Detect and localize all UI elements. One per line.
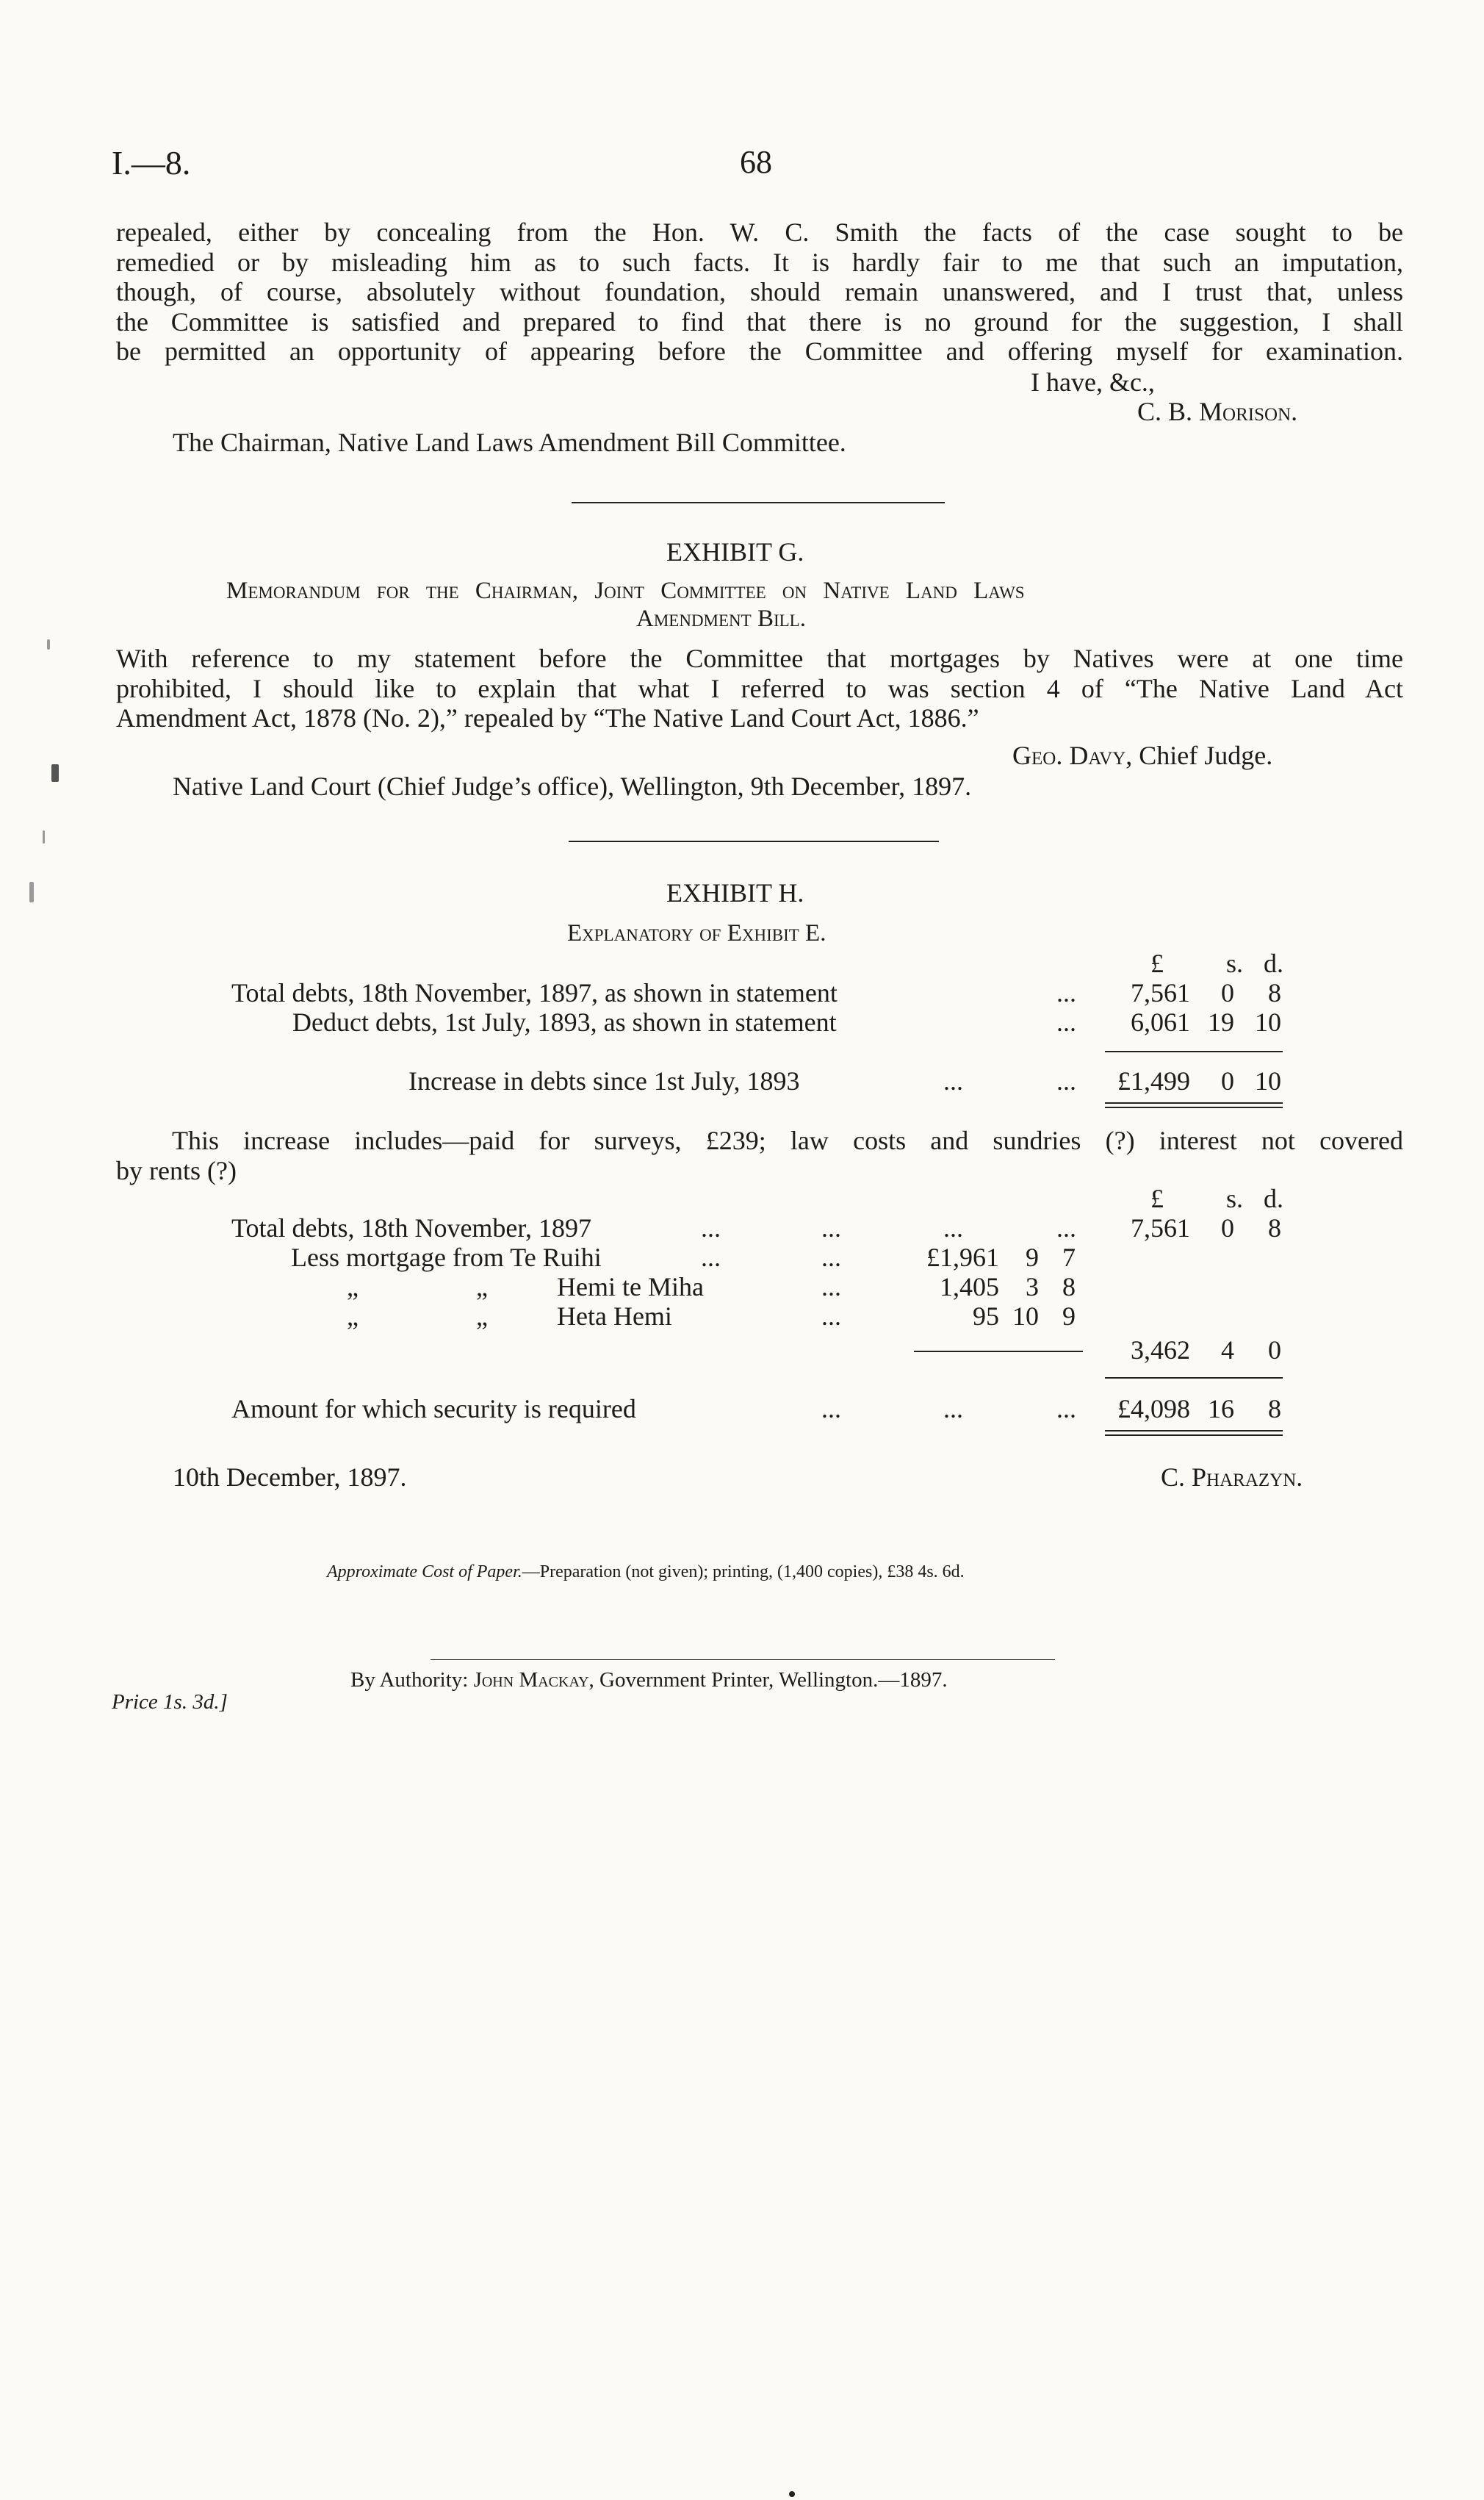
table-row-label: Less mortgage from Te Ruihi bbox=[291, 1243, 602, 1272]
letter-signature: C. B. Morison. bbox=[1137, 397, 1298, 426]
cell-pence: 10 bbox=[1255, 1066, 1281, 1096]
cell-shillings: 9 bbox=[1026, 1243, 1039, 1272]
cell-shillings: 19 bbox=[1208, 1007, 1234, 1037]
exhibit-g-place-date: Native Land Court (Chief Judge’s office), Wellington, 9th December, 1897. bbox=[173, 772, 972, 801]
table-total-label: Amount for which security is required bbox=[231, 1394, 636, 1423]
leader-dots: ... bbox=[821, 1394, 841, 1423]
letter-line: repealed, either by concealing from the Hon. W. C. Smith the facts of the case sought to be bbox=[116, 218, 1403, 247]
letter-closing: I have, &c., bbox=[1031, 367, 1155, 397]
leader-dots: ... bbox=[1056, 1007, 1076, 1037]
cell-pounds: 7,561 bbox=[1131, 978, 1190, 1007]
exhibit-h-date: 10th December, 1897. bbox=[173, 1462, 407, 1492]
sum-rule bbox=[1105, 1377, 1283, 1379]
scan-mark bbox=[51, 764, 59, 782]
leader-dots: ... bbox=[943, 1394, 963, 1423]
letter-body bbox=[116, 218, 1403, 367]
scan-mark bbox=[29, 882, 34, 902]
ditto-mark: „ bbox=[476, 1272, 488, 1301]
exhibit-h-title: EXHIBIT H. bbox=[666, 878, 804, 908]
cell-pounds: £1,499 bbox=[1117, 1066, 1190, 1096]
total-rule bbox=[1105, 1430, 1283, 1432]
col-header-pounds: £ bbox=[1150, 1184, 1164, 1213]
cell-pence: 9 bbox=[1062, 1301, 1076, 1331]
table-row-label: Hemi te Miha bbox=[557, 1272, 704, 1301]
total-rule bbox=[1105, 1434, 1283, 1436]
col-header-pence: d. bbox=[1264, 1184, 1283, 1213]
table-row-label: Total debts, 18th November, 1897 bbox=[231, 1213, 591, 1243]
leader-dots: ... bbox=[821, 1213, 841, 1243]
letter-line: the Committee is satisfied and prepared to find that there is no ground for the suggestion, I shall bbox=[116, 306, 1403, 337]
cell-pence: 8 bbox=[1268, 978, 1281, 1007]
cell-pounds: £4,098 bbox=[1117, 1394, 1190, 1423]
cell-pence: 8 bbox=[1268, 1213, 1281, 1243]
ditto-mark: „ bbox=[476, 1301, 488, 1331]
note-line: This increase includes—paid for surveys, £239; law costs and sundries (?) interest not covered bbox=[172, 1126, 1403, 1155]
exhibit-h-note bbox=[116, 1126, 1403, 1185]
total-rule bbox=[1105, 1107, 1283, 1108]
exhibit-h-signature: C. Pharazyn. bbox=[1161, 1462, 1303, 1492]
cell-shillings: 16 bbox=[1208, 1394, 1234, 1423]
exhibit-g-subtitle-cont: Amendment Bill. bbox=[636, 606, 806, 632]
page-reference: I.—8. bbox=[112, 144, 191, 182]
authority-suffix: , Government Printer, Wellington.—1897. bbox=[588, 1668, 948, 1692]
leader-dots: ... bbox=[1056, 1066, 1076, 1096]
exhibit-g-body bbox=[116, 644, 1403, 733]
letter-line: remedied or by misleading him as to such facts. It is hardly fair to me that such an imputation, bbox=[116, 247, 1403, 277]
leader-dots: ... bbox=[1056, 1394, 1076, 1423]
cell-pence: 10 bbox=[1255, 1007, 1281, 1037]
cell-pounds: 1,405 bbox=[940, 1272, 999, 1301]
authority-prefix: By Authority: bbox=[350, 1668, 469, 1692]
footer-rule bbox=[431, 1659, 1055, 1660]
cost-label: Approximate Cost of Paper. bbox=[327, 1562, 522, 1581]
letter-line: though, of course, absolutely without foundation, should remain unanswered, and I trust that, unless bbox=[116, 277, 1403, 306]
exhibit-g-title: EXHIBIT G. bbox=[666, 537, 804, 567]
col-header-pounds: £ bbox=[1150, 949, 1164, 978]
cell-pounds: 3,462 bbox=[1131, 1335, 1190, 1365]
exhibit-g-line: prohibited, I should like to explain that what I referred to was section 4 of “The Native Land Act bbox=[116, 673, 1403, 703]
leader-dots: ... bbox=[1056, 978, 1076, 1007]
exhibit-g-subtitle: Memorandum for the Chairman, Joint Committee on Native Land Laws bbox=[226, 578, 1025, 604]
col-header-shillings: s. bbox=[1225, 1184, 1243, 1213]
exhibit-g-signature bbox=[1012, 741, 1272, 770]
leader-dots: ... bbox=[821, 1243, 841, 1272]
signature-title: , Chief Judge. bbox=[1125, 741, 1273, 770]
leader-dots: ... bbox=[701, 1243, 721, 1272]
section-divider bbox=[572, 502, 945, 503]
letter-addressee: The Chairman, Native Land Laws Amendment Bill Committee. bbox=[173, 428, 846, 457]
scan-mark bbox=[789, 2491, 795, 2497]
authority-line bbox=[350, 1668, 948, 1692]
scan-mark bbox=[47, 639, 50, 650]
section-divider bbox=[569, 841, 939, 842]
cell-pence: 7 bbox=[1062, 1243, 1076, 1272]
printer-name: John Mackay bbox=[473, 1668, 589, 1692]
cell-pounds: £1,961 bbox=[926, 1243, 999, 1272]
cell-pence: 8 bbox=[1062, 1272, 1076, 1301]
cost-of-paper bbox=[327, 1562, 965, 1582]
ditto-mark: „ bbox=[347, 1301, 359, 1331]
scan-mark bbox=[43, 830, 45, 844]
cell-shillings: 3 bbox=[1026, 1272, 1039, 1301]
cell-shillings: 10 bbox=[1012, 1301, 1039, 1331]
col-header-shillings: s. bbox=[1225, 949, 1243, 978]
leader-dots: ... bbox=[821, 1301, 841, 1331]
cell-shillings: 4 bbox=[1221, 1335, 1234, 1365]
signature-name: Geo. Davy bbox=[1012, 741, 1126, 770]
cell-pence: 0 bbox=[1268, 1335, 1281, 1365]
cost-text: —Preparation (not given); printing, (1,400 copies), £38 4s. 6d. bbox=[522, 1562, 965, 1581]
cell-pounds: 6,061 bbox=[1131, 1007, 1190, 1037]
leader-dots: ... bbox=[701, 1213, 721, 1243]
cell-shillings: 0 bbox=[1221, 978, 1234, 1007]
table-row-label: Deduct debts, 1st July, 1893, as shown in statement bbox=[292, 1007, 837, 1037]
exhibit-g-line: With reference to my statement before the Committee that mortgages by Natives were at one time bbox=[116, 644, 1403, 673]
cell-pounds: 7,561 bbox=[1131, 1213, 1190, 1243]
total-rule bbox=[1105, 1102, 1283, 1104]
table-row-label: Heta Hemi bbox=[557, 1301, 672, 1331]
leader-dots: ... bbox=[1056, 1213, 1076, 1243]
page-number: 68 bbox=[740, 144, 772, 180]
leader-dots: ... bbox=[943, 1213, 963, 1243]
table-row-label: Total debts, 18th November, 1897, as shown in statement bbox=[231, 978, 838, 1007]
ditto-mark: „ bbox=[347, 1272, 359, 1301]
table-total-label: Increase in debts since 1st July, 1893 bbox=[408, 1066, 800, 1096]
cell-pounds: 95 bbox=[973, 1301, 999, 1331]
exhibit-g-line: Amendment Act, 1878 (No. 2),” repealed by “The Native Land Court Act, 1886.” bbox=[116, 703, 979, 733]
price: Price 1s. 3d.] bbox=[112, 1690, 228, 1714]
leader-dots: ... bbox=[943, 1066, 963, 1096]
letter-line: be permitted an opportunity of appearing before the Committee and offering myself for examination. bbox=[116, 337, 1403, 366]
leader-dots: ... bbox=[821, 1272, 841, 1301]
note-line: by rents (?) bbox=[116, 1155, 237, 1185]
sum-rule bbox=[1105, 1051, 1283, 1052]
cell-shillings: 0 bbox=[1221, 1213, 1234, 1243]
cell-pence: 8 bbox=[1268, 1394, 1281, 1423]
subtotal-rule bbox=[914, 1351, 1083, 1352]
exhibit-h-subtitle: Explanatory of Exhibit E. bbox=[567, 920, 826, 947]
col-header-pence: d. bbox=[1264, 949, 1283, 978]
cell-shillings: 0 bbox=[1221, 1066, 1234, 1096]
